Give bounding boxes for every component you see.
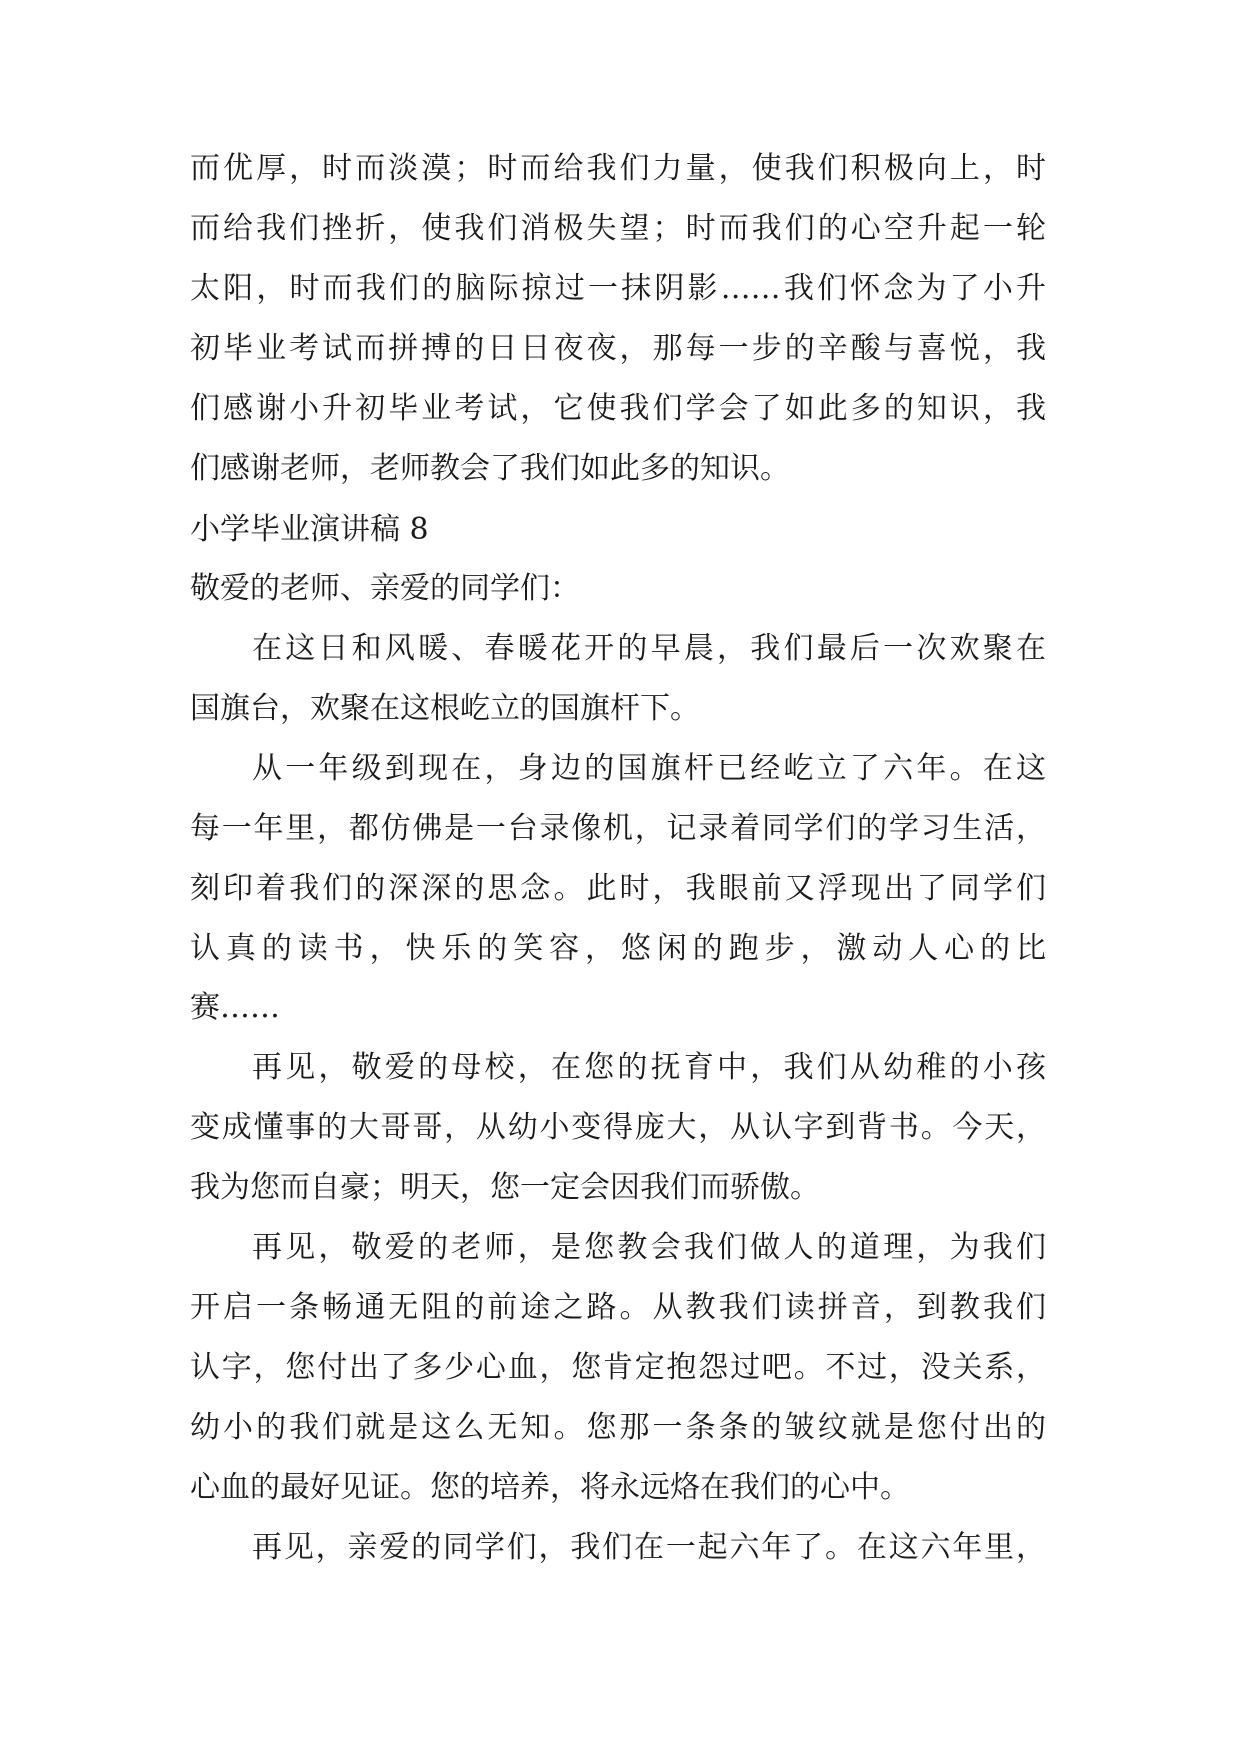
paragraph-first-line: 再见，敬爱的母校，在您的抚育中，我们从幼稚的小孩 [252,1050,1046,1085]
text-line: 认字，您付出了多少心血，您肯定抱怨过吧。不过，没关系， [190,1350,1046,1385]
paragraph-first-line: 再见，亲爱的同学们，我们在一起六年了。在这六年里， [252,1530,1046,1565]
text-line: 幼小的我们就是这么无知。您那一条条的皱纹就是您付出的 [190,1410,1046,1445]
paragraph-first-line: 从一年级到现在，身边的国旗杆已经屹立了六年。在这 [252,751,1046,786]
salutation: 敬爱的老师、亲爱的同学们： [190,571,580,606]
text-line: 变成懂事的大哥哥，从幼小变得庞大，从认字到背书。今天， [190,1110,1046,1145]
text-line: 们感谢老师，老师教会了我们如此多的知识。 [190,451,790,486]
text-line: 国旗台，欢聚在这根屹立的国旗杆下。 [190,691,700,726]
text-line: 太阳，时而我们的脑际掠过一抹阴影……我们怀念为了小升 [190,271,1046,306]
text-line: 我为您而自豪；明天，您一定会因我们而骄傲。 [190,1170,820,1205]
text-line: 而给我们挫折，使我们消极失望；时而我们的心空升起一轮 [190,211,1046,246]
text-line: 赛…… [190,990,280,1025]
text-line: 认真的读书，快乐的笑容，悠闲的跑步，激动人心的比 [190,931,1046,966]
text-line: 开启一条畅通无阻的前途之路。从教我们读拼音，到教我们 [190,1290,1046,1325]
text-line: 心血的最好见证。您的培养，将永远烙在我们的心中。 [190,1470,910,1505]
text-line: 刻印着我们的深深的思念。此时，我眼前又浮现出了同学们 [190,871,1046,906]
section-heading: 小学毕业演讲稿 8 [190,512,429,547]
text-line: 们感谢小升初毕业考试，它使我们学会了如此多的知识，我 [190,391,1046,426]
paragraph-first-line: 再见，敬爱的老师，是您教会我们做人的道理，为我们 [252,1230,1046,1265]
paragraph-first-line: 在这日和风暖、春暖花开的早晨，我们最后一次欢聚在 [252,631,1046,666]
text-line: 而优厚，时而淡漠；时而给我们力量，使我们积极向上，时 [190,151,1046,186]
text-line: 初毕业考试而拼搏的日日夜夜，那每一步的辛酸与喜悦，我 [190,331,1046,366]
text-line: 每一年里，都仿佛是一台录像机，记录着同学们的学习生活， [190,811,1046,846]
